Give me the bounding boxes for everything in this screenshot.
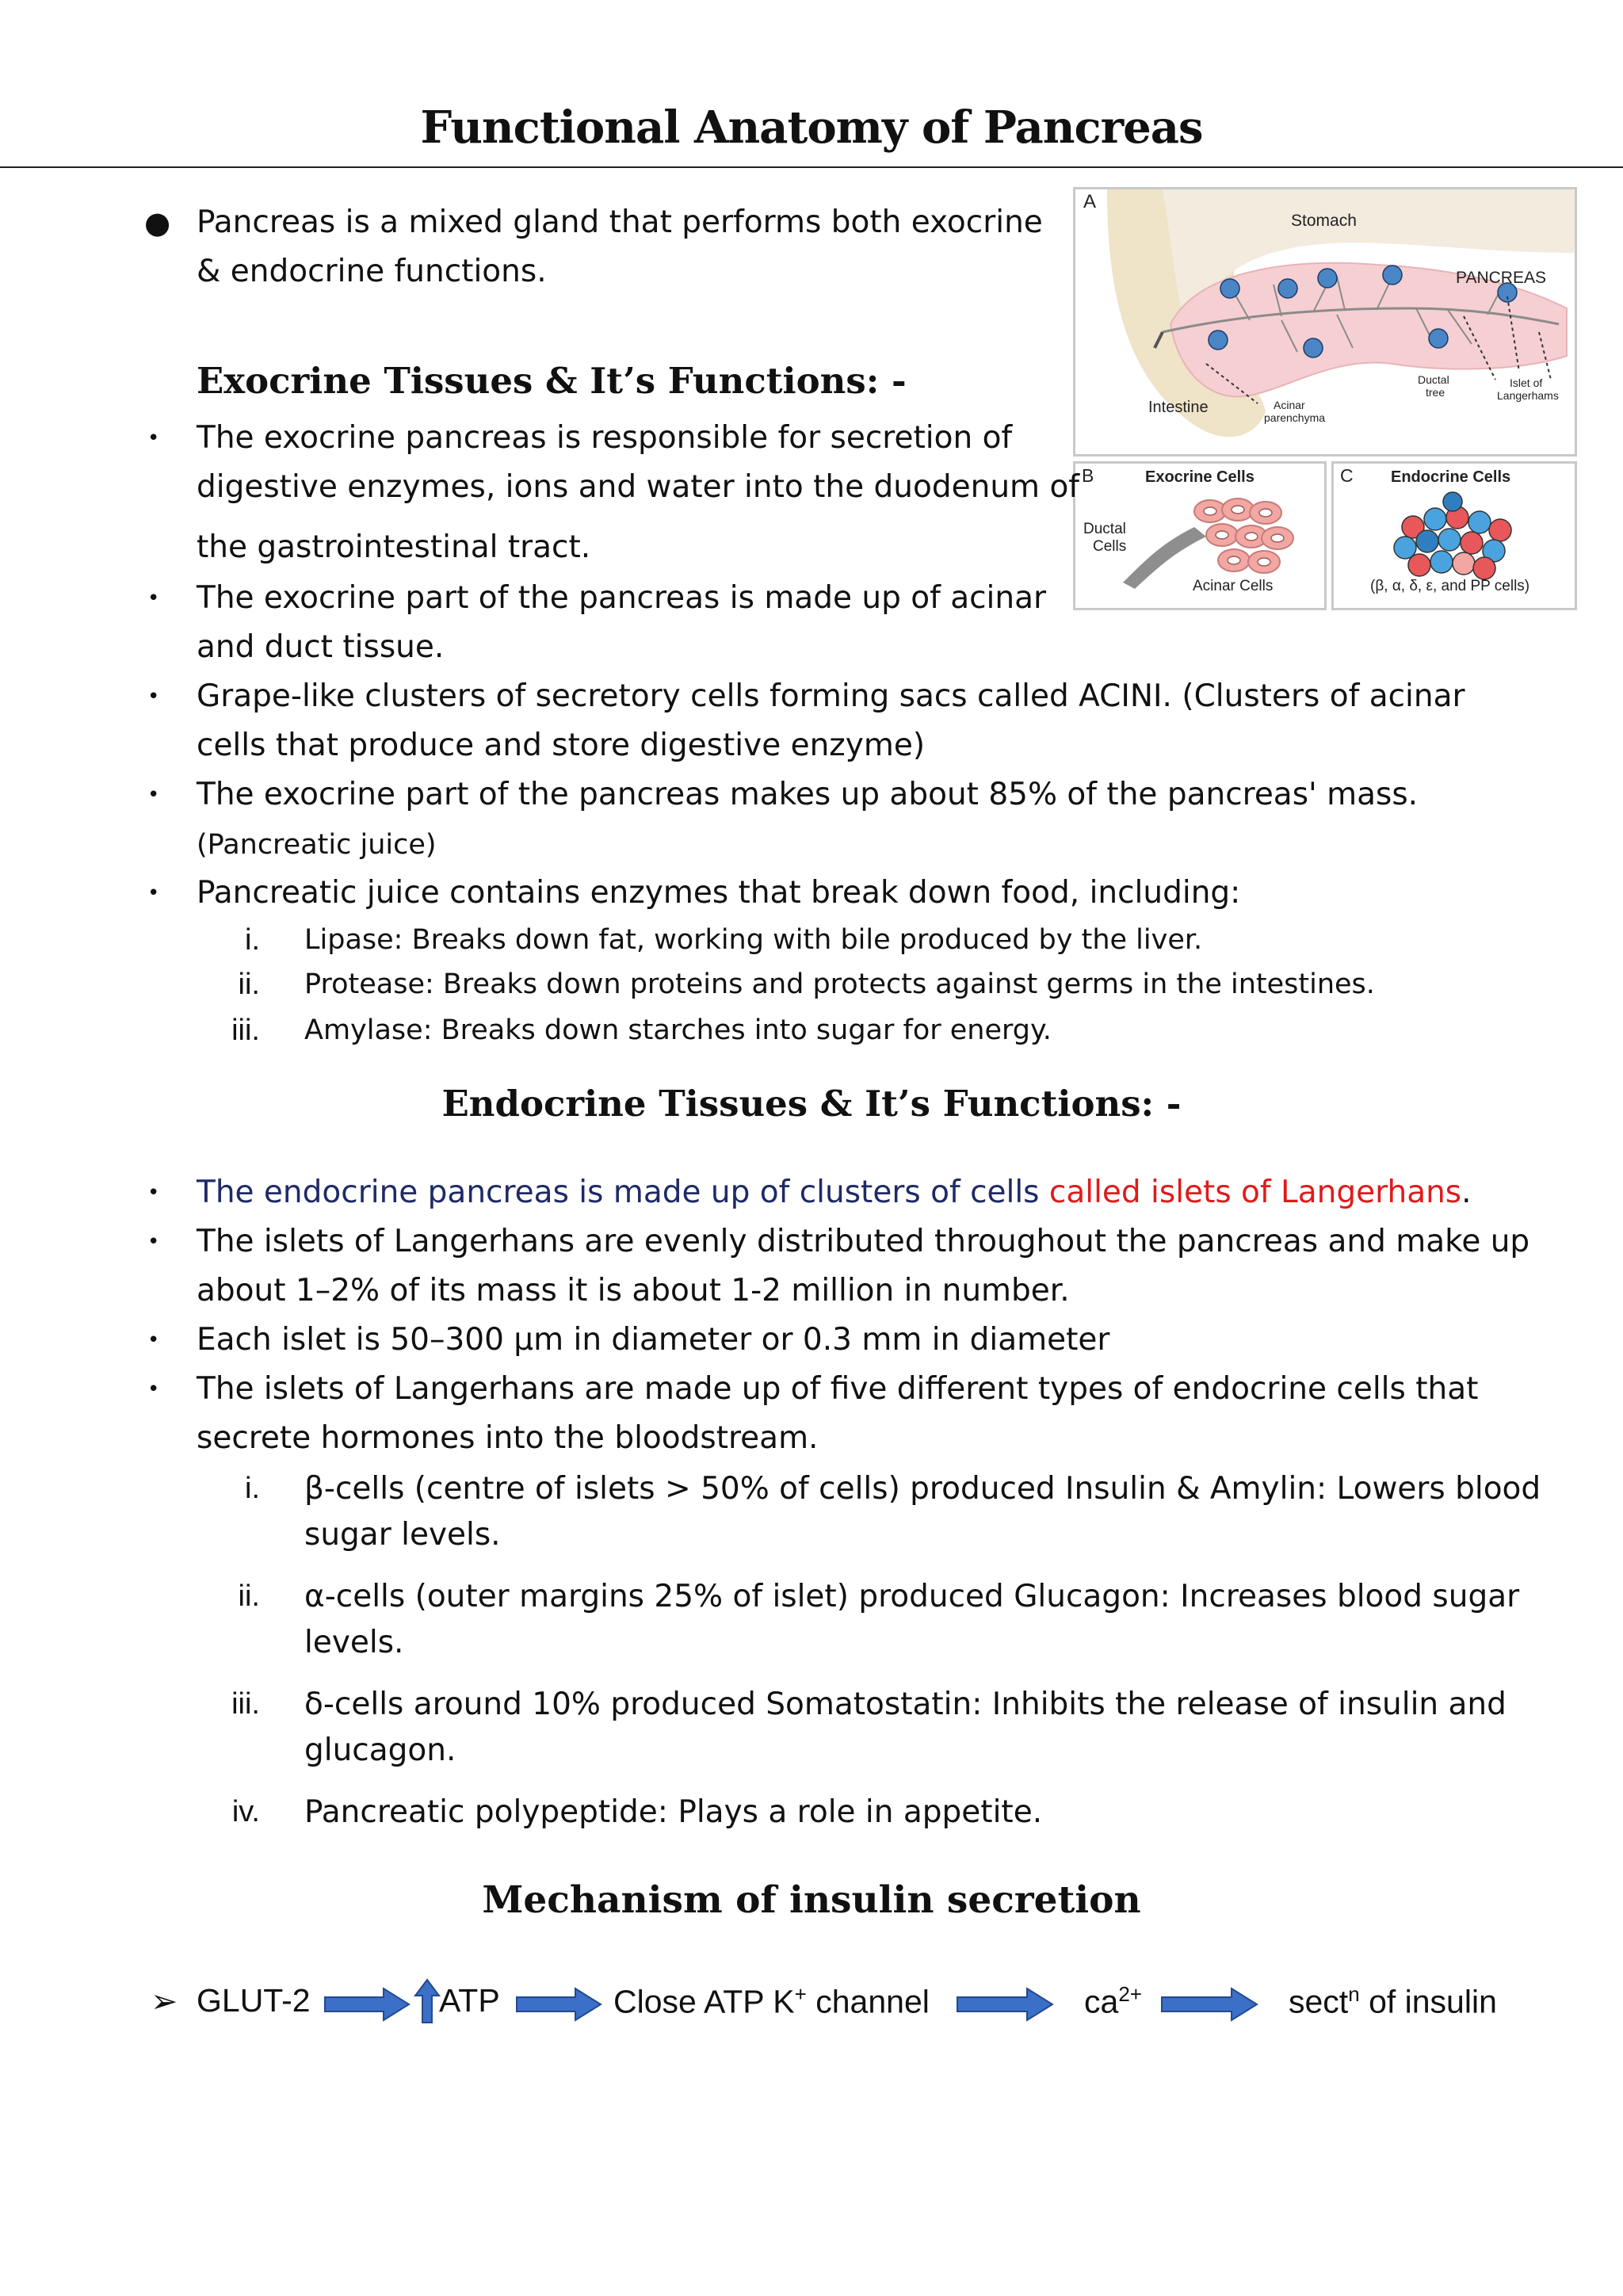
endocrine-b1 [197, 1168, 1472, 1217]
up-arrow-icon [414, 1978, 441, 2024]
endocrine-b4-line-2: secrete hormones into the bloodstream. [197, 1420, 819, 1456]
bullet-dot: • [147, 881, 160, 905]
label-intestine: Intestine [1148, 399, 1209, 416]
bullet-dot: • [147, 1377, 160, 1401]
bullet-dot: • [147, 783, 160, 807]
figure-panel-c [1331, 461, 1577, 610]
panel-a-letter: A [1083, 191, 1097, 212]
bullet-dot: • [147, 1328, 160, 1352]
endocrine-b2-line-2: about 1–2% of its mass it is about 1-2 million in number. [197, 1273, 1070, 1308]
intro-line-2: & endocrine functions. [197, 254, 547, 289]
panel-b-letter: B [1082, 465, 1094, 486]
label-acinar: Acinar [1274, 399, 1305, 411]
exocrine-heading: Exocrine Tissues & It’s Functions: - [197, 360, 907, 402]
endocrine-heading: Endocrine Tissues & It’s Functions: - [441, 1083, 1182, 1125]
panel-c-caption: (β, α, δ, ε, and PP cells) [1370, 578, 1530, 594]
enzyme-lipase: Lipase: Breaks down fat, working with bile produced by the liver. [304, 924, 1203, 956]
exocrine-b5-line-1: Pancreatic juice contains enzymes that break down food, including: [197, 875, 1241, 911]
enzyme-number: ii. [238, 968, 260, 1001]
figure-panel-a [1073, 187, 1577, 457]
cell-beta-line-1: β-cells (centre of islets > 50% of cells) produced Insulin & Amylin: Lowers blood [304, 1471, 1541, 1507]
panel-c-letter: C [1340, 465, 1354, 486]
exocrine-b3-line-1: Grape-like clusters of secretory cells forming sacs called ACINI. (Clusters of acinar [197, 678, 1465, 714]
panel-b-title: Exocrine Cells [1145, 468, 1254, 486]
exocrine-b3-line-2: cells that produce and store digestive enzyme) [197, 728, 926, 763]
pancreas-figure [1073, 187, 1577, 612]
exocrine-b4-line-1: The exocrine part of the pancreas makes up about 85% of the pancreas' mass. [197, 777, 1419, 812]
endocrine-b3-line-1: Each islet is 50–300 μm in diameter or 0.3 mm in diameter [197, 1322, 1110, 1358]
intro-line-1: Pancreas is a mixed gland that performs both exocrine [197, 204, 1043, 240]
right-arrow-icon [323, 1986, 412, 2023]
panel-c-title: Endocrine Cells [1391, 468, 1511, 486]
endocrine-b1-highlight: called islets of Langerhans [1048, 1175, 1462, 1210]
right-arrow-icon [1160, 1986, 1260, 2023]
exocrine-b2-line-2: and duct tissue. [197, 629, 445, 665]
bullet-dot: • [147, 426, 160, 450]
flow-close-sup: + [794, 1982, 807, 2006]
flow-ca-sup: 2+ [1118, 1982, 1142, 2006]
figure-panel-b [1073, 461, 1327, 610]
exocrine-b2-line-1: The exocrine part of the pancreas is made up of acinar [197, 580, 1047, 616]
enzyme-number: i. [245, 923, 260, 957]
flow-glut2: GLUT-2 [197, 1982, 311, 2019]
enzyme-amylase: Amylase: Breaks down starches into sugar for energy. [304, 1014, 1052, 1046]
flow-marker: ➢ [151, 1983, 178, 2019]
right-arrow-icon [515, 1986, 604, 2023]
flow-close-tail: channel [806, 1983, 930, 2020]
exocrine-b4-line-2: (Pancreatic juice) [197, 829, 437, 861]
endocrine-b4-line-1: The islets of Langerhans are made up of five different types of endocrine cells that [197, 1371, 1479, 1407]
cell-number: iii. [231, 1687, 260, 1721]
exocrine-b1-line-3: the gastrointestinal tract. [197, 529, 591, 565]
bullet-dot: • [147, 1181, 160, 1205]
page-title: Functional Anatomy of Pancreas [420, 101, 1203, 154]
cell-delta-line-2: glucagon. [304, 1733, 456, 1768]
label-islet-of: Islet of [1510, 376, 1543, 389]
bullet-dot: • [147, 586, 160, 610]
exocrine-b1-line-1: The exocrine pancreas is responsible for secretion of [197, 420, 1013, 456]
bullet-dot: • [147, 685, 160, 709]
flow-atp: ATP [439, 1982, 500, 2019]
label-langerhans: Langerhams [1497, 389, 1559, 402]
flow-sect-sup: n [1348, 1982, 1360, 2006]
enzyme-protease: Protease: Breaks down proteins and protects against germs in the intestines. [304, 968, 1375, 1000]
cell-alpha-line-2: levels. [304, 1625, 404, 1660]
cell-alpha-line-1: α-cells (outer margins 25% of islet) produced Glucagon: Increases blood sugar [304, 1579, 1520, 1614]
flow-ca-text: ca [1084, 1983, 1119, 2020]
title-divider [0, 166, 1623, 168]
cell-pp-line-1: Pancreatic polypeptide: Plays a role in appetite. [304, 1794, 1043, 1830]
cell-number: i. [245, 1472, 260, 1505]
cell-number: iv. [231, 1795, 260, 1828]
flow-secretion [1289, 1982, 1497, 2021]
cell-delta-line-1: δ-cells around 10% produced Somatostatin: Inhibits the release of insulin and [304, 1687, 1507, 1722]
endocrine-b2-line-1: The islets of Langerhans are evenly distributed throughout the pancreas and make up [197, 1224, 1530, 1259]
endocrine-b1-period: . [1461, 1175, 1472, 1210]
label-pancreas: PANCREAS [1456, 269, 1546, 287]
cell-number: ii. [238, 1580, 260, 1613]
exocrine-b1-line-2: digestive enzymes, ions and water into the duodenum of [197, 469, 1080, 505]
flow-close-text: Close ATP K [613, 1983, 795, 2020]
endocrine-b1-text: The endocrine pancreas is made up of clusters of cells [197, 1175, 1049, 1210]
enzyme-number: iii. [231, 1014, 260, 1047]
label-stomach: Stomach [1291, 212, 1357, 230]
label-tree: tree [1426, 386, 1445, 399]
label-parenchyma: parenchyma [1264, 411, 1326, 424]
flow-close-channel [613, 1982, 930, 2021]
flow-sect-tail: of insulin [1359, 1983, 1497, 2020]
label-ductal: Ductal [1418, 373, 1449, 386]
label-acinar-cells: Acinar Cells [1193, 578, 1274, 594]
flow-sect-text: sect [1289, 1983, 1349, 2020]
label-ductal-cells-1: Ductal [1083, 521, 1126, 537]
mechanism-heading: Mechanism of insulin secretion [482, 1878, 1141, 1922]
cell-beta-line-2: sugar levels. [304, 1517, 501, 1553]
flow-calcium [1084, 1982, 1142, 2021]
bullet-dot: ● [144, 205, 171, 240]
label-ductal-cells-2: Cells [1093, 538, 1127, 555]
bullet-dot: • [147, 1230, 160, 1254]
right-arrow-icon [956, 1986, 1056, 2023]
